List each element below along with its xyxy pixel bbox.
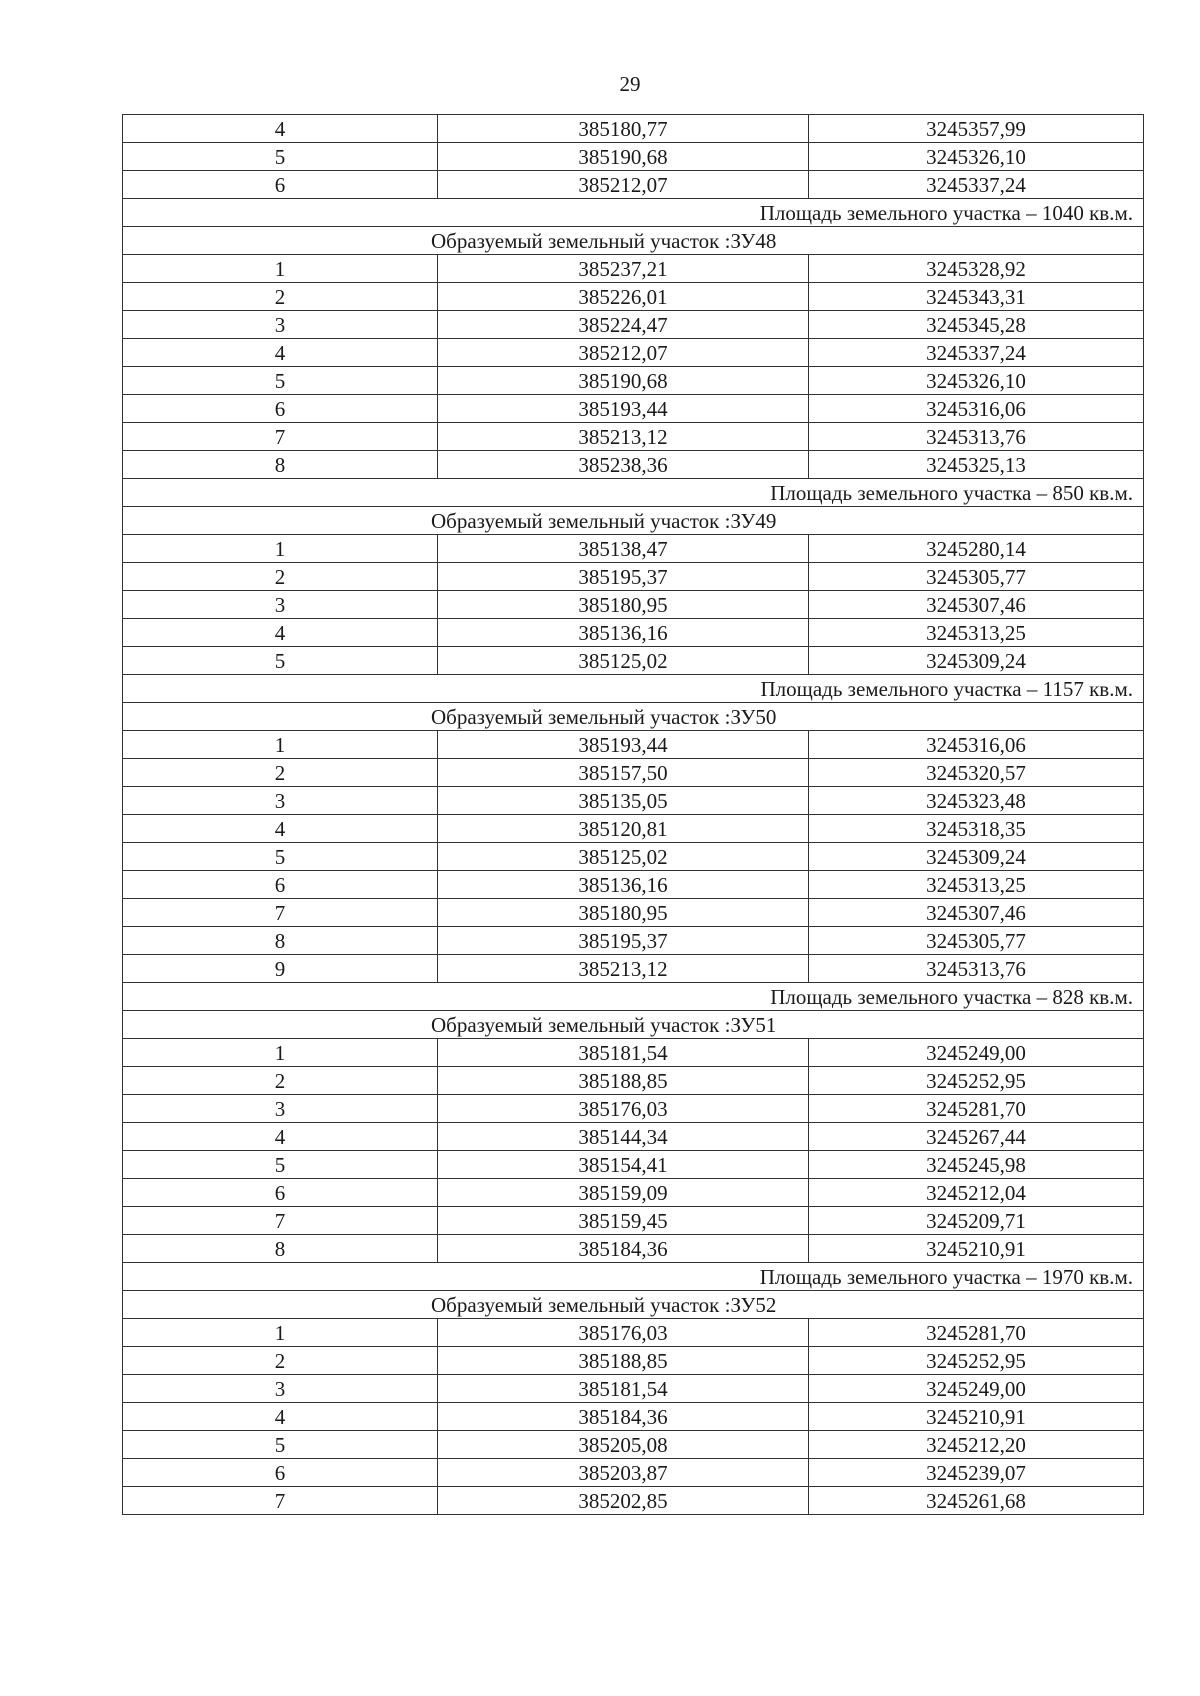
parcel-heading: Образуемый земельный участок :ЗУ48 — [123, 227, 1144, 255]
x-coordinate: 385212,07 — [438, 171, 809, 199]
table-row — [123, 1179, 1144, 1207]
x-coordinate: 385154,41 — [438, 1151, 809, 1179]
x-coordinate: 385125,02 — [438, 647, 809, 675]
y-coordinate: 3245313,25 — [809, 619, 1144, 647]
y-coordinate: 3245305,77 — [809, 927, 1144, 955]
table-row — [123, 759, 1144, 787]
table-row — [123, 787, 1144, 815]
x-coordinate: 385193,44 — [438, 731, 809, 759]
x-coordinate: 385159,45 — [438, 1207, 809, 1235]
point-number: 5 — [123, 647, 438, 675]
table-row — [123, 899, 1144, 927]
point-number: 9 — [123, 955, 438, 983]
x-coordinate: 385180,77 — [438, 115, 809, 143]
point-number: 5 — [123, 1151, 438, 1179]
parcel-heading: Образуемый земельный участок :ЗУ50 — [123, 703, 1144, 731]
y-coordinate: 3245212,20 — [809, 1431, 1144, 1459]
table-row — [123, 619, 1144, 647]
x-coordinate: 385135,05 — [438, 787, 809, 815]
point-number: 2 — [123, 1067, 438, 1095]
point-number: 1 — [123, 1039, 438, 1067]
y-coordinate: 3245267,44 — [809, 1123, 1144, 1151]
point-number: 5 — [123, 843, 438, 871]
x-coordinate: 385213,12 — [438, 955, 809, 983]
y-coordinate: 3245281,70 — [809, 1319, 1144, 1347]
y-coordinate: 3245318,35 — [809, 815, 1144, 843]
x-coordinate: 385159,09 — [438, 1179, 809, 1207]
x-coordinate: 385120,81 — [438, 815, 809, 843]
point-number: 3 — [123, 1375, 438, 1403]
point-number: 6 — [123, 171, 438, 199]
table-row — [123, 339, 1144, 367]
y-coordinate: 3245328,92 — [809, 255, 1144, 283]
y-coordinate: 3245326,10 — [809, 143, 1144, 171]
y-coordinate: 3245245,98 — [809, 1151, 1144, 1179]
parcel-heading-row — [123, 703, 1144, 731]
x-coordinate: 385205,08 — [438, 1431, 809, 1459]
x-coordinate: 385195,37 — [438, 927, 809, 955]
table-row — [123, 1151, 1144, 1179]
y-coordinate: 3245210,91 — [809, 1235, 1144, 1263]
x-coordinate: 385136,16 — [438, 871, 809, 899]
x-coordinate: 385202,85 — [438, 1487, 809, 1515]
x-coordinate: 385190,68 — [438, 367, 809, 395]
x-coordinate: 385180,95 — [438, 591, 809, 619]
x-coordinate: 385226,01 — [438, 283, 809, 311]
y-coordinate: 3245281,70 — [809, 1095, 1144, 1123]
x-coordinate: 385213,12 — [438, 423, 809, 451]
point-number: 5 — [123, 367, 438, 395]
y-coordinate: 3245210,91 — [809, 1403, 1144, 1431]
point-number: 1 — [123, 731, 438, 759]
parcel-area: Площадь земельного участка – 828 кв.м. — [123, 983, 1144, 1011]
table-row — [123, 1487, 1144, 1515]
y-coordinate: 3245307,46 — [809, 591, 1144, 619]
y-coordinate: 3245323,48 — [809, 787, 1144, 815]
y-coordinate: 3245249,00 — [809, 1375, 1144, 1403]
y-coordinate: 3245280,14 — [809, 535, 1144, 563]
table-row — [123, 1375, 1144, 1403]
table-row — [123, 1067, 1144, 1095]
point-number: 7 — [123, 1487, 438, 1515]
table-row — [123, 871, 1144, 899]
point-number: 2 — [123, 1347, 438, 1375]
x-coordinate: 385181,54 — [438, 1039, 809, 1067]
parcel-heading-row — [123, 1291, 1144, 1319]
point-number: 8 — [123, 1235, 438, 1263]
table-row — [123, 815, 1144, 843]
point-number: 3 — [123, 1095, 438, 1123]
coordinates-table-body — [123, 115, 1144, 1515]
table-row — [123, 395, 1144, 423]
parcel-area: Площадь земельного участка – 1040 кв.м. — [123, 199, 1144, 227]
y-coordinate: 3245252,95 — [809, 1347, 1144, 1375]
y-coordinate: 3245326,10 — [809, 367, 1144, 395]
y-coordinate: 3245337,24 — [809, 339, 1144, 367]
x-coordinate: 385125,02 — [438, 843, 809, 871]
table-row — [123, 1123, 1144, 1151]
point-number: 4 — [123, 1403, 438, 1431]
y-coordinate: 3245307,46 — [809, 899, 1144, 927]
area-row — [123, 199, 1144, 227]
table-row — [123, 535, 1144, 563]
point-number: 4 — [123, 339, 438, 367]
table-row — [123, 955, 1144, 983]
table-row — [123, 563, 1144, 591]
point-number: 4 — [123, 815, 438, 843]
y-coordinate: 3245357,99 — [809, 115, 1144, 143]
table-row — [123, 927, 1144, 955]
point-number: 3 — [123, 787, 438, 815]
point-number: 7 — [123, 899, 438, 927]
table-row — [123, 1207, 1144, 1235]
table-row — [123, 451, 1144, 479]
y-coordinate: 3245305,77 — [809, 563, 1144, 591]
area-row — [123, 1263, 1144, 1291]
x-coordinate: 385188,85 — [438, 1347, 809, 1375]
table-row — [123, 171, 1144, 199]
point-number: 2 — [123, 283, 438, 311]
point-number: 8 — [123, 927, 438, 955]
point-number: 2 — [123, 563, 438, 591]
point-number: 7 — [123, 1207, 438, 1235]
x-coordinate: 385184,36 — [438, 1403, 809, 1431]
y-coordinate: 3245309,24 — [809, 647, 1144, 675]
x-coordinate: 385176,03 — [438, 1095, 809, 1123]
table-row — [123, 255, 1144, 283]
y-coordinate: 3245261,68 — [809, 1487, 1144, 1515]
table-row — [123, 115, 1144, 143]
parcel-area: Площадь земельного участка – 850 кв.м. — [123, 479, 1144, 507]
table-row — [123, 1431, 1144, 1459]
parcel-area: Площадь земельного участка – 1970 кв.м. — [123, 1263, 1144, 1291]
point-number: 3 — [123, 311, 438, 339]
parcel-heading: Образуемый земельный участок :ЗУ52 — [123, 1291, 1144, 1319]
area-row — [123, 479, 1144, 507]
parcel-heading-row — [123, 507, 1144, 535]
parcel-area: Площадь земельного участка – 1157 кв.м. — [123, 675, 1144, 703]
point-number: 5 — [123, 1431, 438, 1459]
x-coordinate: 385224,47 — [438, 311, 809, 339]
x-coordinate: 385190,68 — [438, 143, 809, 171]
parcel-heading: Образуемый земельный участок :ЗУ51 — [123, 1011, 1144, 1039]
table-row — [123, 311, 1144, 339]
point-number: 7 — [123, 423, 438, 451]
x-coordinate: 385180,95 — [438, 899, 809, 927]
y-coordinate: 3245209,71 — [809, 1207, 1144, 1235]
table-row — [123, 1347, 1144, 1375]
table-row — [123, 367, 1144, 395]
x-coordinate: 385157,50 — [438, 759, 809, 787]
y-coordinate: 3245325,13 — [809, 451, 1144, 479]
point-number: 3 — [123, 591, 438, 619]
table-row — [123, 591, 1144, 619]
table-row — [123, 843, 1144, 871]
parcel-heading-row — [123, 1011, 1144, 1039]
y-coordinate: 3245320,57 — [809, 759, 1144, 787]
table-row — [123, 1459, 1144, 1487]
point-number: 6 — [123, 395, 438, 423]
x-coordinate: 385237,21 — [438, 255, 809, 283]
point-number: 4 — [123, 115, 438, 143]
point-number: 1 — [123, 1319, 438, 1347]
parcel-heading: Образуемый земельный участок :ЗУ49 — [123, 507, 1144, 535]
x-coordinate: 385203,87 — [438, 1459, 809, 1487]
x-coordinate: 385184,36 — [438, 1235, 809, 1263]
point-number: 6 — [123, 1459, 438, 1487]
x-coordinate: 385193,44 — [438, 395, 809, 423]
y-coordinate: 3245239,07 — [809, 1459, 1144, 1487]
point-number: 4 — [123, 619, 438, 647]
x-coordinate: 385212,07 — [438, 339, 809, 367]
x-coordinate: 385195,37 — [438, 563, 809, 591]
y-coordinate: 3245337,24 — [809, 171, 1144, 199]
point-number: 1 — [123, 535, 438, 563]
x-coordinate: 385238,36 — [438, 451, 809, 479]
table-row — [123, 143, 1144, 171]
y-coordinate: 3245313,76 — [809, 423, 1144, 451]
area-row — [123, 983, 1144, 1011]
x-coordinate: 385138,47 — [438, 535, 809, 563]
y-coordinate: 3245316,06 — [809, 731, 1144, 759]
point-number: 8 — [123, 451, 438, 479]
point-number: 4 — [123, 1123, 438, 1151]
x-coordinate: 385144,34 — [438, 1123, 809, 1151]
coordinates-table — [122, 114, 1144, 1515]
x-coordinate: 385176,03 — [438, 1319, 809, 1347]
table-row — [123, 283, 1144, 311]
table-row — [123, 1403, 1144, 1431]
y-coordinate: 3245313,25 — [809, 871, 1144, 899]
page-number: 29 — [619, 72, 641, 96]
point-number: 2 — [123, 759, 438, 787]
y-coordinate: 3245343,31 — [809, 283, 1144, 311]
table-row — [123, 1319, 1144, 1347]
x-coordinate: 385136,16 — [438, 619, 809, 647]
y-coordinate: 3245316,06 — [809, 395, 1144, 423]
y-coordinate: 3245345,28 — [809, 311, 1144, 339]
y-coordinate: 3245309,24 — [809, 843, 1144, 871]
y-coordinate: 3245249,00 — [809, 1039, 1144, 1067]
y-coordinate: 3245252,95 — [809, 1067, 1144, 1095]
y-coordinate: 3245212,04 — [809, 1179, 1144, 1207]
point-number: 6 — [123, 871, 438, 899]
area-row — [123, 675, 1144, 703]
table-row — [123, 731, 1144, 759]
table-row — [123, 1235, 1144, 1263]
table-row — [123, 647, 1144, 675]
x-coordinate: 385188,85 — [438, 1067, 809, 1095]
table-row — [123, 1095, 1144, 1123]
table-row — [123, 423, 1144, 451]
table-row — [123, 1039, 1144, 1067]
point-number: 5 — [123, 143, 438, 171]
x-coordinate: 385181,54 — [438, 1375, 809, 1403]
point-number: 1 — [123, 255, 438, 283]
point-number: 6 — [123, 1179, 438, 1207]
y-coordinate: 3245313,76 — [809, 955, 1144, 983]
parcel-heading-row — [123, 227, 1144, 255]
